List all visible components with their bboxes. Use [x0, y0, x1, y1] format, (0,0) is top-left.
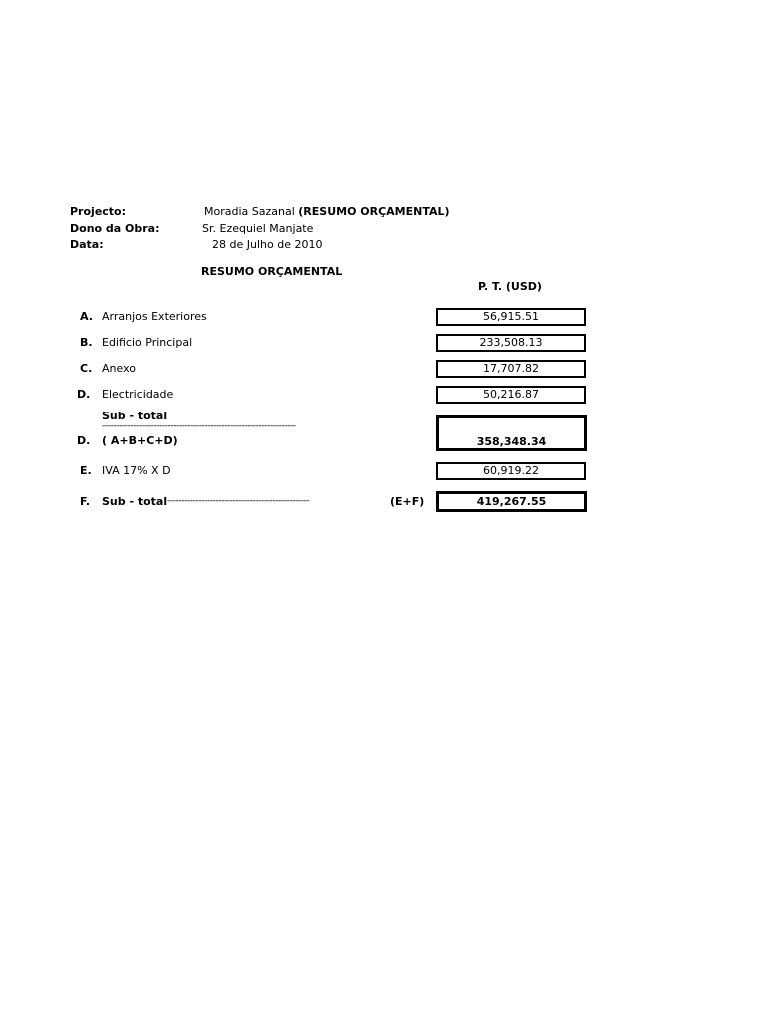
subtotal-f-label: Sub - total	[102, 495, 168, 508]
dono-value: Sr. Ezequiel Manjate	[202, 222, 314, 235]
row-letter-b: B.	[80, 336, 93, 349]
subtotal-d-letter: D.	[77, 434, 91, 447]
projecto-name: Moradia Sazanal	[204, 205, 295, 218]
row-value-a: 56,915.51	[436, 308, 586, 326]
subtotal-f-letter: F.	[80, 495, 91, 508]
iva-value: 60,919.22	[436, 462, 586, 480]
projecto-suffix: (RESUMO ORÇAMENTAL)	[298, 205, 450, 218]
iva-label: IVA 17% X D	[102, 464, 171, 477]
subtotal-d-label: Sub - total	[102, 412, 168, 421]
projecto-label: Projecto:	[70, 205, 127, 218]
projecto-value	[204, 205, 450, 218]
row-value-d: 50,216.87	[436, 386, 586, 404]
row-label-c: Anexo	[102, 362, 136, 375]
subtotal-f-value: 419,267.55	[436, 491, 587, 512]
row-value-b: 233,508.13	[436, 334, 586, 352]
row-label-a: Arranjos Exteriores	[102, 310, 207, 323]
column-header: P. T. (USD)	[478, 280, 542, 293]
row-letter-c: C.	[80, 362, 93, 375]
data-label: Data:	[70, 238, 104, 251]
row-value-c: 17,707.82	[436, 360, 586, 378]
row-label-d: Electricidade	[102, 388, 174, 401]
subtotal-d-dashes: --------------------------------------------------------------------	[102, 421, 296, 431]
subtotal-d-formula: ( A+B+C+D)	[102, 434, 178, 447]
subtotal-f-formula: (E+F)	[390, 495, 425, 508]
row-letter-d: D.	[77, 388, 91, 401]
data-value: 28 de Julho de 2010	[212, 238, 323, 251]
iva-letter: E.	[80, 464, 92, 477]
subtotal-f-dashes: --------------------------------------------------	[167, 496, 310, 506]
dono-label: Dono da Obra:	[70, 222, 160, 235]
row-letter-a: A.	[80, 310, 93, 323]
subtotal-d-value: 358,348.34	[436, 415, 587, 451]
row-label-b: Edificio Principal	[102, 336, 193, 349]
subtotal-d-label-clip	[102, 412, 182, 421]
summary-title: RESUMO ORÇAMENTAL	[201, 265, 343, 278]
